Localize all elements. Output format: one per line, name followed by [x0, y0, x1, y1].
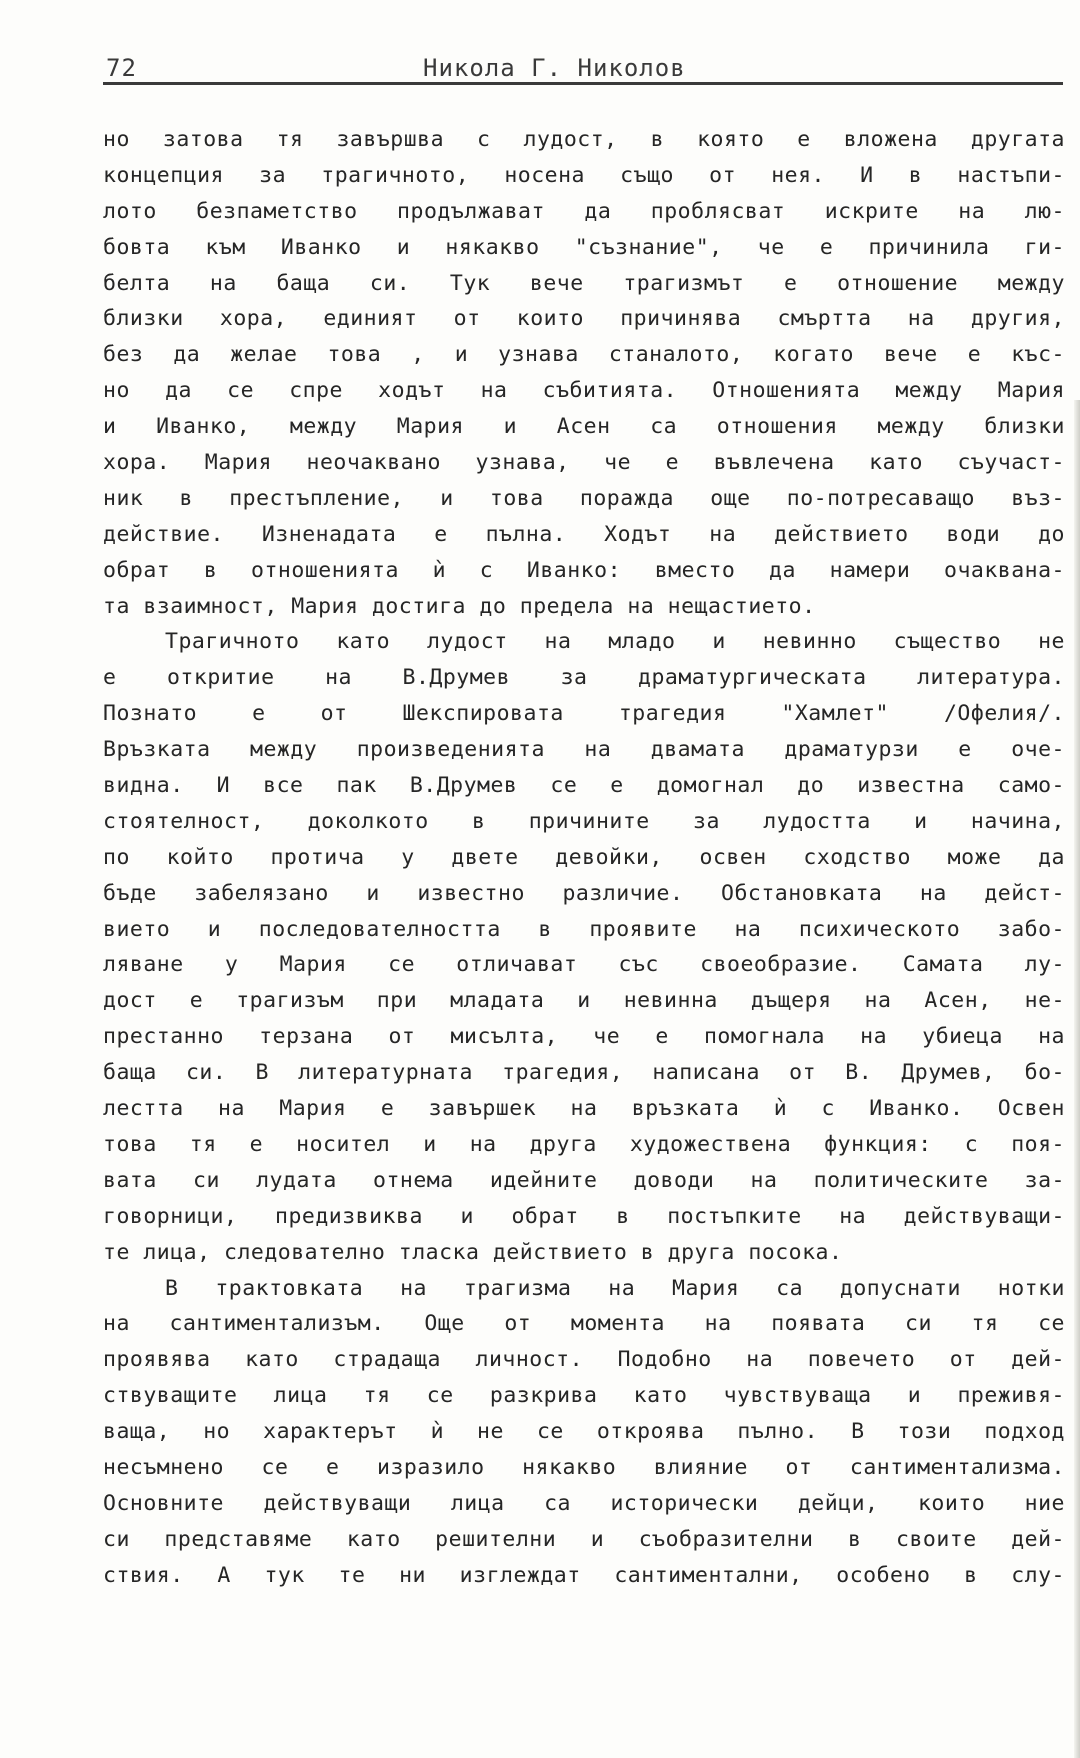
- text-line: без да желае това , и узнава станалото, когато вече е къс-: [103, 342, 1065, 368]
- text-line: ваща, но характерът ѝ не се откроява пълно. В този подход: [103, 1419, 1065, 1445]
- text-line: лото безпаметство продължават да проблясват искрите на лю-: [103, 198, 1065, 224]
- text-line: хора. Мария неочаквано узнава, че е въвлечена като съучаст-: [103, 450, 1065, 476]
- body-text: [103, 122, 1065, 1594]
- text-line: лестта на Мария е завършек на връзката ѝ с Иванко. Освен: [103, 1096, 1065, 1122]
- text-line: и Иванко, между Мария и Асен са отношения между близки: [103, 414, 1065, 440]
- text-line: обрат в отношенията ѝ с Иванко: вместо да намери очаквана-: [103, 557, 1065, 583]
- text-line: те лица, следователно тласка действието в друга посока.: [103, 1239, 843, 1265]
- text-line: близки хора, единият от които причинява смъртта на другия,: [103, 306, 1065, 332]
- header-rule: [103, 82, 1063, 85]
- text-line: бъде забелязано и известно различие. Обстановката на дейст-: [103, 880, 1065, 906]
- text-line: ник в престъпление, и това поражда още по-потресаващо въз-: [103, 485, 1065, 511]
- page-number: 72: [106, 54, 137, 82]
- text-line: бовта към Иванко и някакво "съзнание", че е причинила ги-: [103, 234, 1065, 260]
- text-line: говорници, предизвиква и обрат в постъпките на действуващи-: [103, 1203, 1065, 1229]
- text-line: та взаимност, Мария достига до предела на нещастието.: [103, 593, 816, 619]
- text-line: по който протича у двете девойки, освен сходство може да: [103, 844, 1065, 870]
- text-line: но да се спре ходът на събитията. Отношенията между Мария: [103, 378, 1065, 404]
- text-line: на сантиментализъм. Още от момента на появата си тя се: [103, 1311, 1065, 1337]
- paragraph-start-line: В трактовката на трагизма на Мария са допуснати нотки: [165, 1275, 1065, 1301]
- text-line: престанно терзана от мисълта, че е помогнала на убиеца на: [103, 1024, 1065, 1050]
- text-line: видна. И все пак В.Друмев се е домогнал до известна само-: [103, 773, 1065, 799]
- text-line: белта на баща си. Тук вече трагизмът е отношение между: [103, 270, 1065, 296]
- text-line: но затова тя завършва с лудост, в която е вложена другата: [103, 127, 1065, 152]
- text-line: е откритие на В.Друмев за драматургическата литература.: [103, 665, 1065, 691]
- paragraph-start-line: Трагичното като лудост на младо и невинно същество не: [165, 629, 1065, 655]
- text-line: Основните действуващи лица са исторически дейци, които ние: [103, 1490, 1065, 1516]
- text-line: дост е трагизъм при младата и невинна дъщеря на Асен, не-: [103, 988, 1065, 1014]
- text-line: действие. Изненадата е пълна. Ходът на действието води до: [103, 521, 1065, 547]
- text-line: несъмнено се е изразило някакво влияние от сантиментализма.: [103, 1454, 1065, 1480]
- text-line: концепция за трагичното, носена също от нея. И в настъпи-: [103, 162, 1065, 188]
- text-line: Връзката между произведенията на двамата драматурзи е оче-: [103, 737, 1065, 763]
- text-line: ствия. А тук те ни изглеждат сантиментални, особено в слу-: [103, 1562, 1065, 1588]
- text-line: вата си лудата отнема идейните доводи на политическите за-: [103, 1167, 1065, 1193]
- text-line: ляване у Мария се отличават със своеобразие. Самата лу-: [103, 952, 1065, 978]
- running-head-author: Никола Г. Николов: [423, 54, 686, 82]
- text-line: това тя е носител и на друга художествена функция: с поя-: [103, 1131, 1065, 1157]
- text-line: Познато е от Шекспировата трагедия "Хамлет" /Офелия/.: [103, 701, 1065, 727]
- page-edge-shadow: [1074, 400, 1080, 1758]
- text-line: ствуващите лица тя се разкрива като чувствуваща и преживя-: [103, 1383, 1065, 1409]
- text-line: проявява като страдаща личност. Подобно на повечето от дей-: [103, 1347, 1065, 1373]
- text-line: стоятелност, доколкото в причините за лудостта и начина,: [103, 808, 1065, 834]
- text-line: си представяме като решителни и съобразителни в своите дей-: [103, 1526, 1065, 1552]
- text-line: вието и последователността в проявите на психическото забо-: [103, 916, 1065, 942]
- page-header: [103, 50, 1063, 86]
- text-line: баща си. В литературната трагедия, написана от В. Друмев, бо-: [103, 1060, 1065, 1086]
